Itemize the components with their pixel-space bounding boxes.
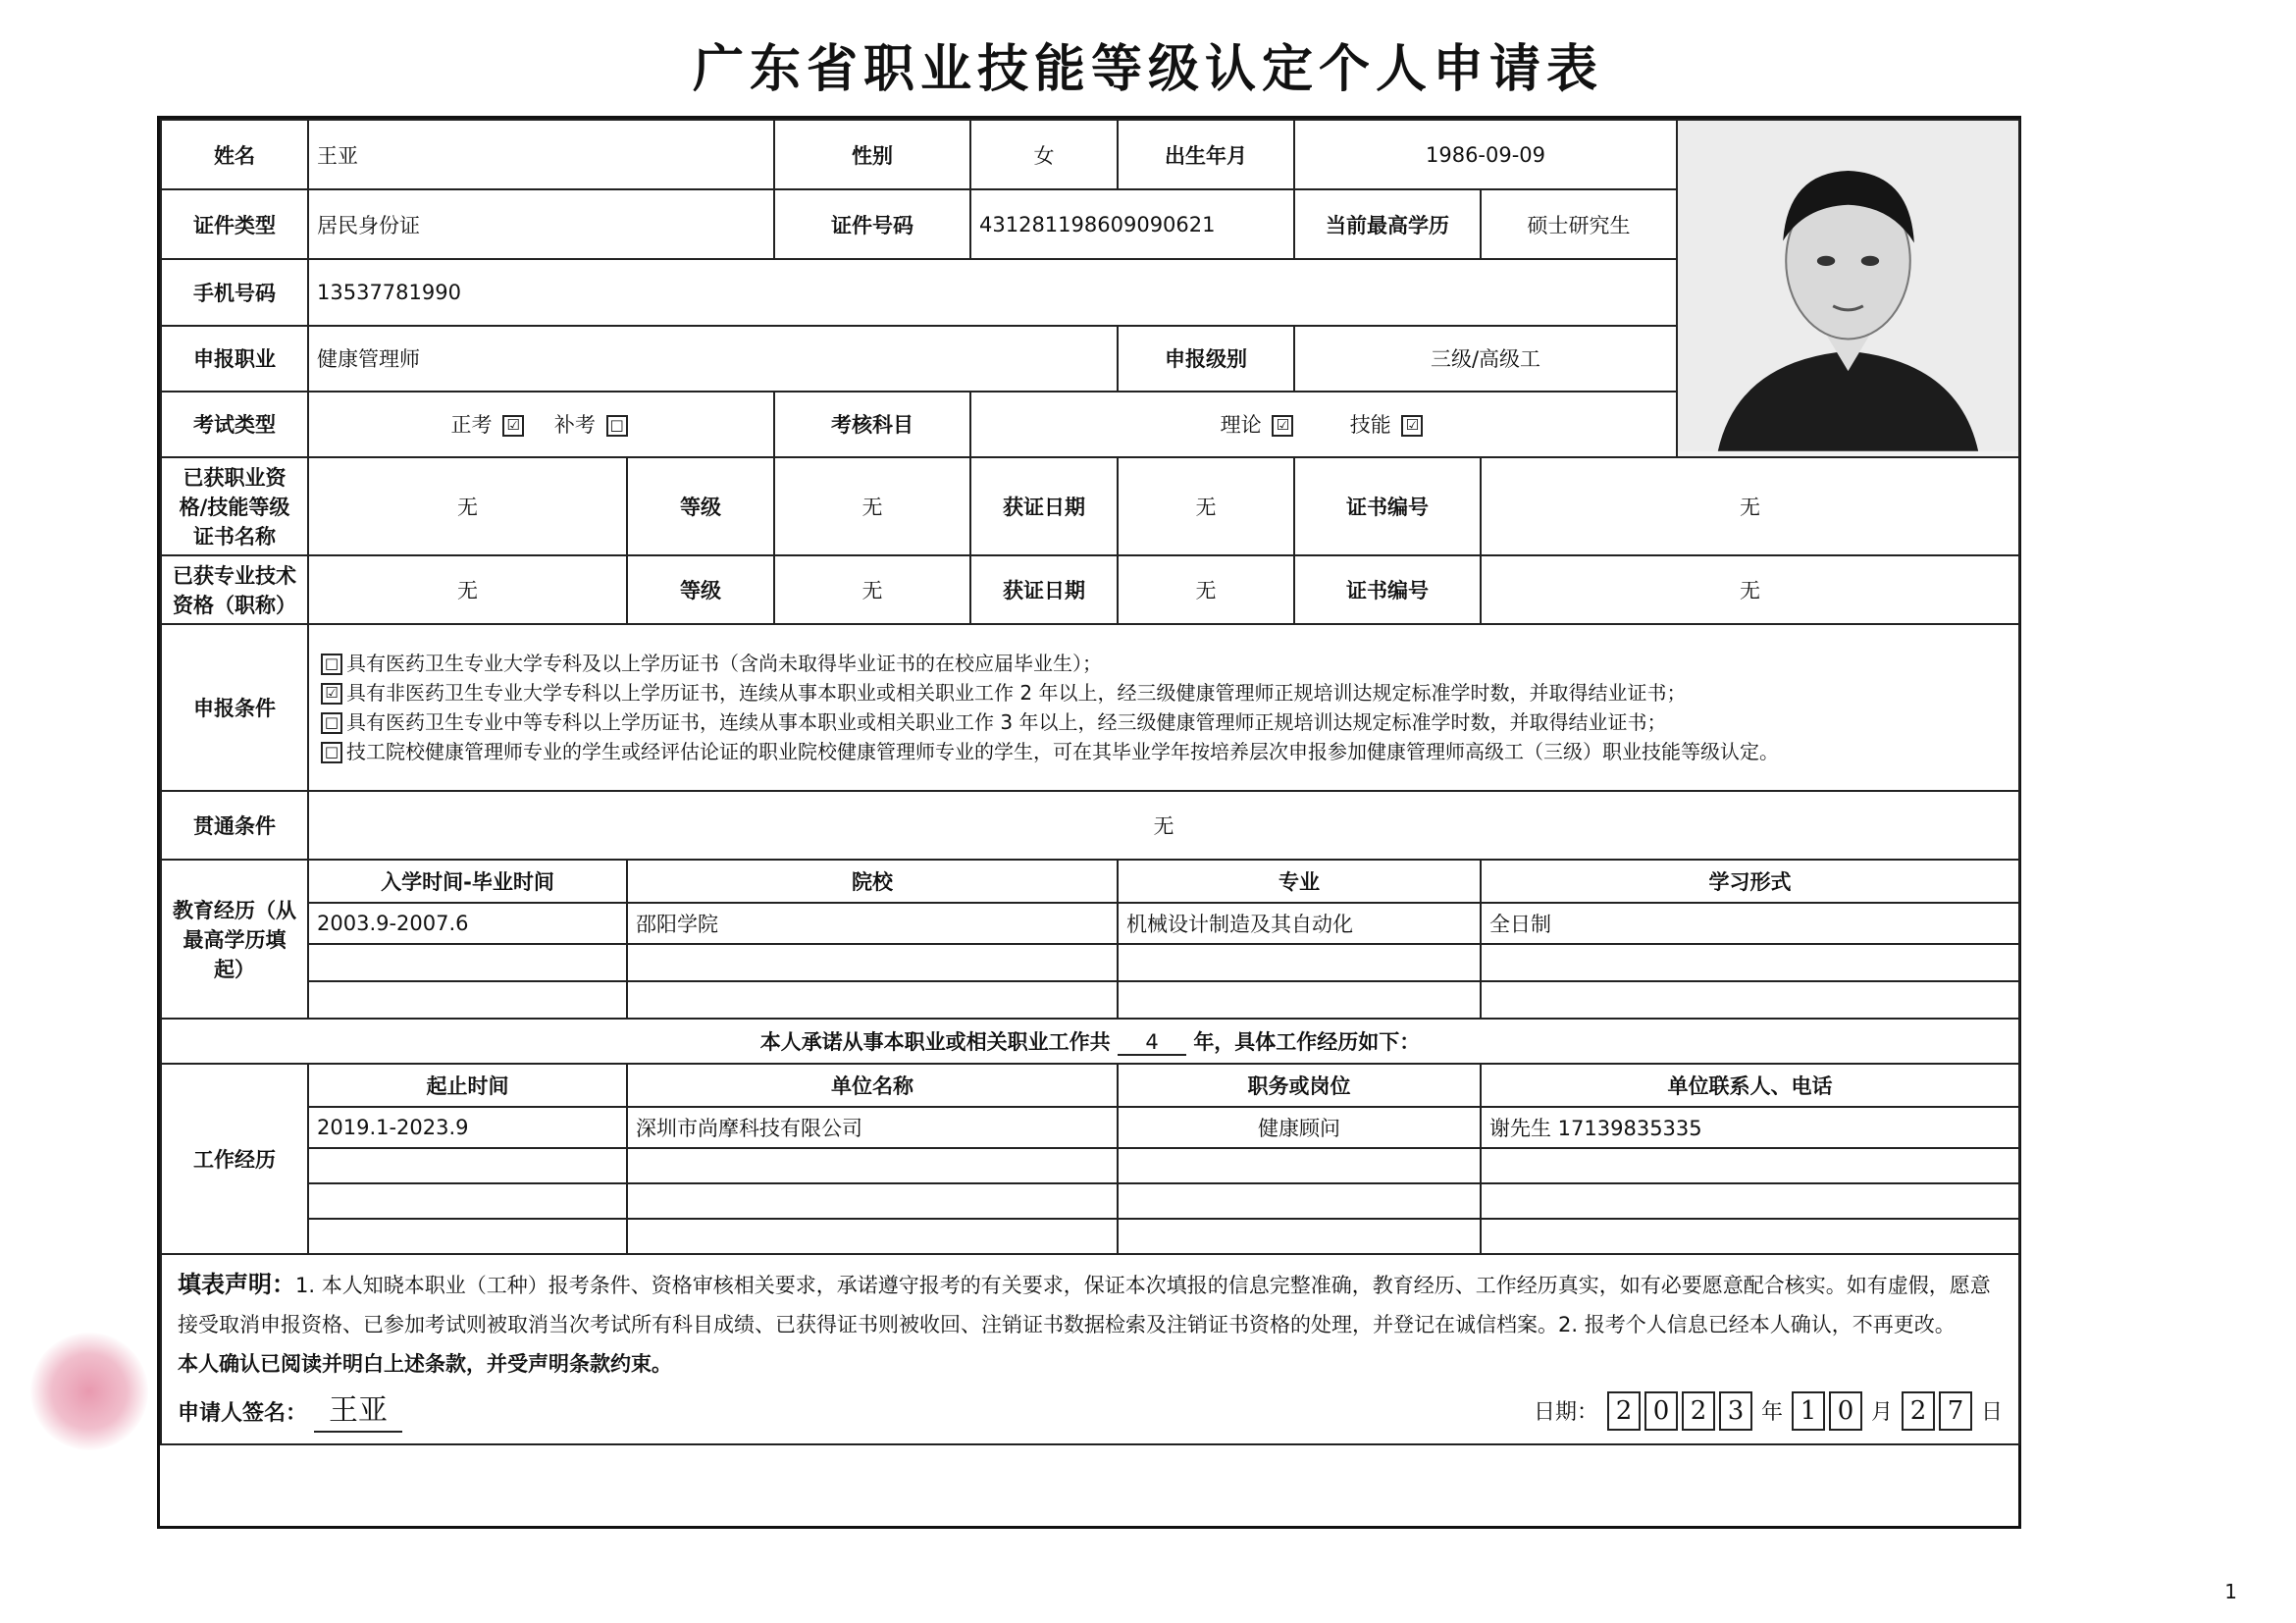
table-row [161, 981, 2019, 1019]
held-title-no-value: 无 [1481, 555, 2019, 624]
work-header-period: 起止时间 [308, 1064, 627, 1107]
subject-skill: 技能 [1349, 413, 1391, 438]
form-table [160, 119, 2020, 1445]
held-title-level-value: 无 [774, 555, 970, 624]
month-digit[interactable]: 1 [1792, 1391, 1825, 1431]
edu-mode: 全日制 [1481, 903, 2019, 944]
edu-header-period: 入学时间-毕业时间 [308, 860, 627, 903]
subject-theory-checkbox[interactable]: ☑ [1272, 415, 1293, 437]
held-cert-label: 已获职业资格/技能等级证书名称 [161, 457, 308, 555]
exam-type-options [308, 392, 774, 457]
held-cert-level-label: 等级 [627, 457, 774, 555]
application-form [157, 116, 2021, 1529]
page-number: 1 [2224, 1580, 2237, 1603]
work-header-position: 职务或岗位 [1118, 1064, 1481, 1107]
table-row [161, 1183, 2019, 1219]
table-row [161, 1148, 2019, 1183]
work-company: 深圳市尚摩科技有限公司 [627, 1107, 1118, 1148]
applicant-signature: 王亚 [314, 1391, 402, 1433]
name-label: 姓名 [161, 120, 308, 189]
date-block [1534, 1391, 2003, 1433]
condition-text-1: 具有医药卫生专业大学专科及以上学历证书（含尚未取得毕业证书的在校应届毕业生）； [346, 651, 1102, 675]
id-type-label: 证件类型 [161, 189, 308, 259]
conditions-label: 申报条件 [161, 624, 308, 791]
conditions-list [308, 624, 2019, 791]
year-digit[interactable]: 2 [1607, 1391, 1641, 1431]
condition-item [317, 678, 2010, 707]
signature-block [178, 1391, 402, 1434]
education-label: 当前最高学历 [1294, 189, 1481, 259]
table-row [161, 903, 2019, 944]
condition-checkbox-3[interactable]: □ [321, 712, 342, 734]
phone-value: 13537781990 [308, 259, 1677, 325]
year-digit[interactable]: 2 [1682, 1391, 1715, 1431]
pass-conditions-label: 贯通条件 [161, 791, 308, 860]
work-position [1118, 1183, 1481, 1219]
condition-text-4: 技工院校健康管理师专业的学生或经评估论证的职业院校健康管理师专业的学生，可在其毕业学年按培养层次申报参加健康管理师高级工（三级）职业技能等级认定。 [346, 739, 1779, 763]
held-title-date-value: 无 [1118, 555, 1294, 624]
edu-major [1118, 981, 1481, 1019]
pass-conditions-value: 无 [308, 791, 2019, 860]
edu-major [1118, 944, 1481, 981]
condition-item [317, 707, 2010, 737]
fingerprint-stamp [30, 1333, 148, 1450]
work-header-company: 单位名称 [627, 1064, 1118, 1107]
applicant-photo [1678, 121, 2018, 456]
gender-label: 性别 [774, 120, 970, 189]
exam-subject-label: 考核科目 [774, 392, 970, 457]
photo-cell [1677, 120, 2019, 457]
edu-mode [1481, 944, 2019, 981]
work-position: 健康顾问 [1118, 1107, 1481, 1148]
id-type-value: 居民身份证 [308, 189, 774, 259]
work-contact [1481, 1183, 2019, 1219]
exam-type-regular: 正考 [450, 413, 493, 438]
table-row [161, 944, 2019, 981]
held-cert-level-value: 无 [774, 457, 970, 555]
condition-checkbox-4[interactable]: □ [321, 742, 342, 763]
edu-history-label: 教育经历（从最高学历填起） [161, 860, 308, 1019]
work-position [1118, 1219, 1481, 1254]
month-unit: 月 [1870, 1400, 1893, 1426]
subject-skill-checkbox[interactable]: ☑ [1401, 415, 1423, 437]
work-contact [1481, 1219, 2019, 1254]
edu-period [308, 944, 627, 981]
work-company [627, 1219, 1118, 1254]
edu-header-school: 院校 [627, 860, 1118, 903]
level-label: 申报级别 [1118, 326, 1294, 392]
exam-type-label: 考试类型 [161, 392, 308, 457]
declaration-confirm: 本人确认已阅读并明白上述条款，并受声明条款约束。 [178, 1351, 672, 1376]
occupation-label: 申报职业 [161, 326, 308, 392]
work-intro-suffix: 年，具体工作经历如下： [1193, 1029, 1421, 1054]
edu-header-major: 专业 [1118, 860, 1481, 903]
exam-subject-options [970, 392, 1677, 457]
edu-period [308, 981, 627, 1019]
edu-major: 机械设计制造及其自动化 [1118, 903, 1481, 944]
edu-header-mode: 学习形式 [1481, 860, 2019, 903]
condition-text-2: 具有非医药卫生专业大学专科以上学历证书，连续从事本职业或相关职业工作 2 年以上，经三级健康管理师正规培训达规定标准学时数，并取得结业证书； [346, 680, 1687, 705]
declaration [161, 1254, 2019, 1444]
exam-type-makeup-checkbox[interactable]: □ [606, 415, 628, 437]
id-number-label: 证件号码 [774, 189, 970, 259]
birth-label: 出生年月 [1118, 120, 1294, 189]
held-cert-no-value: 无 [1481, 457, 2019, 555]
year-digit[interactable]: 0 [1644, 1391, 1678, 1431]
occupation-value: 健康管理师 [308, 326, 1118, 392]
condition-text-3: 具有医药卫生专业中等专科以上学历证书，连续从事本职业或相关职业工作 3 年以上，经三级健康管理师正规培训达规定标准学时数，并取得结业证书； [346, 709, 1667, 734]
declaration-title: 填表声明： [178, 1270, 295, 1298]
work-intro [161, 1019, 2019, 1064]
held-title-date-label: 获证日期 [970, 555, 1118, 624]
exam-type-makeup: 补考 [553, 413, 596, 438]
portrait-image [1678, 121, 2018, 451]
subject-theory: 理论 [1220, 413, 1262, 438]
held-cert-date-label: 获证日期 [970, 457, 1118, 555]
edu-mode [1481, 981, 2019, 1019]
edu-school [627, 944, 1118, 981]
gender-value: 女 [970, 120, 1118, 189]
declaration-body: 1. 本人知晓本职业（工种）报考条件、资格审核相关要求，承诺遵守报考的有关要求，保证本次填报的信息完整准确，教育经历、工作经历真实，如有必要愿意配合核实。如有虚假，愿意接受取消申报资格、已参加考试则被取消当次考试所有科目成绩、已获得证书则被收回、注销证书数据检索及注销证书资格的处理，并登记在诚信档案。2. 报考个人信息已经本人确认，不再更改。 [178, 1273, 1991, 1336]
work-position [1118, 1148, 1481, 1183]
edu-period: 2003.9-2007.6 [308, 903, 627, 944]
work-period: 2019.1-2023.9 [308, 1107, 627, 1148]
phone-label: 手机号码 [161, 259, 308, 325]
held-cert-no-label: 证书编号 [1294, 457, 1481, 555]
work-contact [1481, 1148, 2019, 1183]
held-cert-date-value: 无 [1118, 457, 1294, 555]
table-row [161, 1107, 2019, 1148]
work-contact: 谢先生 17139835335 [1481, 1107, 2019, 1148]
work-period [308, 1219, 627, 1254]
work-history-label: 工作经历 [161, 1064, 308, 1254]
edu-school: 邵阳学院 [627, 903, 1118, 944]
condition-checkbox-1[interactable]: □ [321, 654, 342, 675]
signature-row [178, 1391, 2003, 1434]
work-years: 4 [1118, 1030, 1186, 1056]
work-company [627, 1148, 1118, 1183]
exam-type-regular-checkbox[interactable]: ☑ [502, 415, 524, 437]
work-period [308, 1183, 627, 1219]
work-period [308, 1148, 627, 1183]
condition-checkbox-2[interactable]: ☑ [321, 683, 342, 705]
held-cert-value: 无 [308, 457, 627, 555]
work-intro-prefix: 本人承诺从事本职业或相关职业工作共 [759, 1029, 1111, 1054]
education-value: 硕士研究生 [1481, 189, 1677, 259]
day-unit: 日 [1981, 1400, 2004, 1426]
edu-school [627, 981, 1118, 1019]
year-digit[interactable]: 3 [1719, 1391, 1752, 1431]
work-company [627, 1183, 1118, 1219]
condition-item [317, 737, 2010, 766]
id-number-value: 431281198609090621 [970, 189, 1294, 259]
work-header-contact: 单位联系人、电话 [1481, 1064, 2019, 1107]
day-digit[interactable]: 2 [1902, 1391, 1935, 1431]
held-title-label: 已获专业技术资格（职称） [161, 555, 308, 624]
table-row [161, 1219, 2019, 1254]
held-title-value: 无 [308, 555, 627, 624]
page-title: 广东省职业技能等级认定个人申请表 [692, 39, 1603, 99]
condition-item [317, 649, 2010, 678]
held-title-no-label: 证书编号 [1294, 555, 1481, 624]
signature-label: 申请人签名： [178, 1400, 308, 1426]
name-value: 王亚 [308, 120, 774, 189]
day-digit[interactable]: 7 [1939, 1391, 1972, 1431]
held-title-level-label: 等级 [627, 555, 774, 624]
month-digit[interactable]: 0 [1829, 1391, 1862, 1431]
date-label: 日期： [1533, 1400, 1598, 1426]
birth-value: 1986-09-09 [1294, 120, 1677, 189]
level-value: 三级/高级工 [1294, 326, 1677, 392]
year-unit: 年 [1760, 1400, 1783, 1426]
